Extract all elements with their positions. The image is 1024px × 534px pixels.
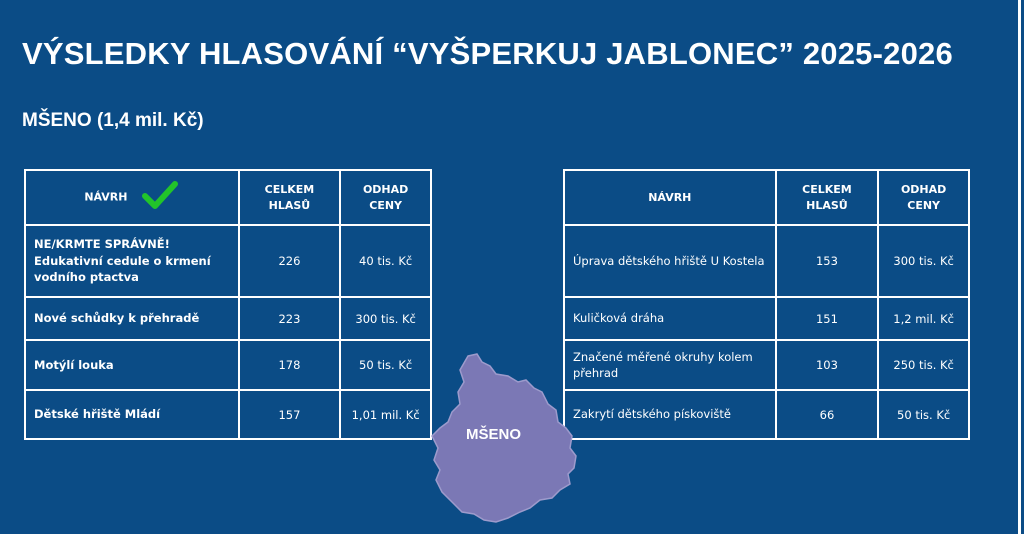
table-row (564, 390, 969, 439)
proposal-name: Značené měřené okruhy kolem přehrad (564, 340, 776, 390)
header-odhad-ceny (878, 170, 969, 225)
page-title: VÝSLEDKY HLASOVÁNÍ “VYŠPERKUJ JABLONEC” 2025-2026 (22, 36, 953, 71)
proposal-name: Kuličková dráha (564, 297, 776, 340)
header-odhad-line2: CENY (369, 198, 403, 212)
proposal-votes: 151 (776, 297, 879, 340)
other-proposals-table (563, 169, 970, 440)
proposal-name: NE/KRMTE SPRÁVNĚ! Edukativní cedule o krmení vodního ptactva (25, 225, 239, 297)
proposal-name: Úprava dětského hřiště U Kostela (564, 225, 776, 297)
header-odhad-line2: CENY (907, 198, 941, 212)
table-row (25, 390, 431, 439)
proposal-price: 300 tis. Kč (878, 225, 969, 297)
proposal-name: Nové schůdky k přehradě (25, 297, 239, 340)
map-label: MŠENO (466, 426, 522, 443)
header-odhad-line1: ODHAD (362, 182, 409, 196)
header-celkem-hlasu (776, 170, 879, 225)
proposal-price: 1,2 mil. Kč (878, 297, 969, 340)
header-celkem-line2: HLASŮ (268, 198, 311, 212)
header-celkem-line1: CELKEM (802, 182, 852, 196)
proposal-votes: 103 (776, 340, 879, 390)
proposal-name: Motýlí louka (25, 340, 239, 390)
proposal-price: 50 tis. Kč (340, 340, 431, 390)
table-row (25, 225, 431, 297)
proposal-price: 1,01 mil. Kč (340, 390, 431, 439)
header-navrh-label: NÁVRH (648, 190, 692, 204)
proposal-votes: 223 (239, 297, 341, 340)
header-navrh (25, 170, 239, 225)
winning-proposals-table (24, 169, 432, 440)
proposal-votes: 178 (239, 340, 341, 390)
table-header-row (25, 170, 431, 225)
proposal-name: Dětské hřiště Mládí (25, 390, 239, 439)
header-celkem-line1: CELKEM (264, 182, 315, 196)
table-row (25, 297, 431, 340)
checkmark-icon (141, 179, 179, 216)
header-odhad-line1: ODHAD (900, 182, 947, 196)
header-navrh (564, 170, 776, 225)
proposal-votes: 66 (776, 390, 879, 439)
proposal-name: Zakrytí dětského pískoviště (564, 390, 776, 439)
proposal-price: 250 tis. Kč (878, 340, 969, 390)
header-navrh-label: NÁVRH (84, 190, 128, 204)
table-row (25, 340, 431, 390)
table-row (564, 225, 969, 297)
header-celkem-line2: HLASŮ (806, 198, 848, 212)
proposal-price: 300 tis. Kč (340, 297, 431, 340)
district-subtitle: MŠENO (1,4 mil. Kč) (22, 110, 204, 131)
proposal-votes: 157 (239, 390, 341, 439)
table-header-row (564, 170, 969, 225)
proposal-price: 50 tis. Kč (878, 390, 969, 439)
proposal-votes: 226 (239, 225, 341, 297)
table-row (564, 297, 969, 340)
header-celkem-hlasu (239, 170, 341, 225)
table-row (564, 340, 969, 390)
proposal-votes: 153 (776, 225, 879, 297)
header-odhad-ceny (340, 170, 431, 225)
proposal-price: 40 tis. Kč (340, 225, 431, 297)
